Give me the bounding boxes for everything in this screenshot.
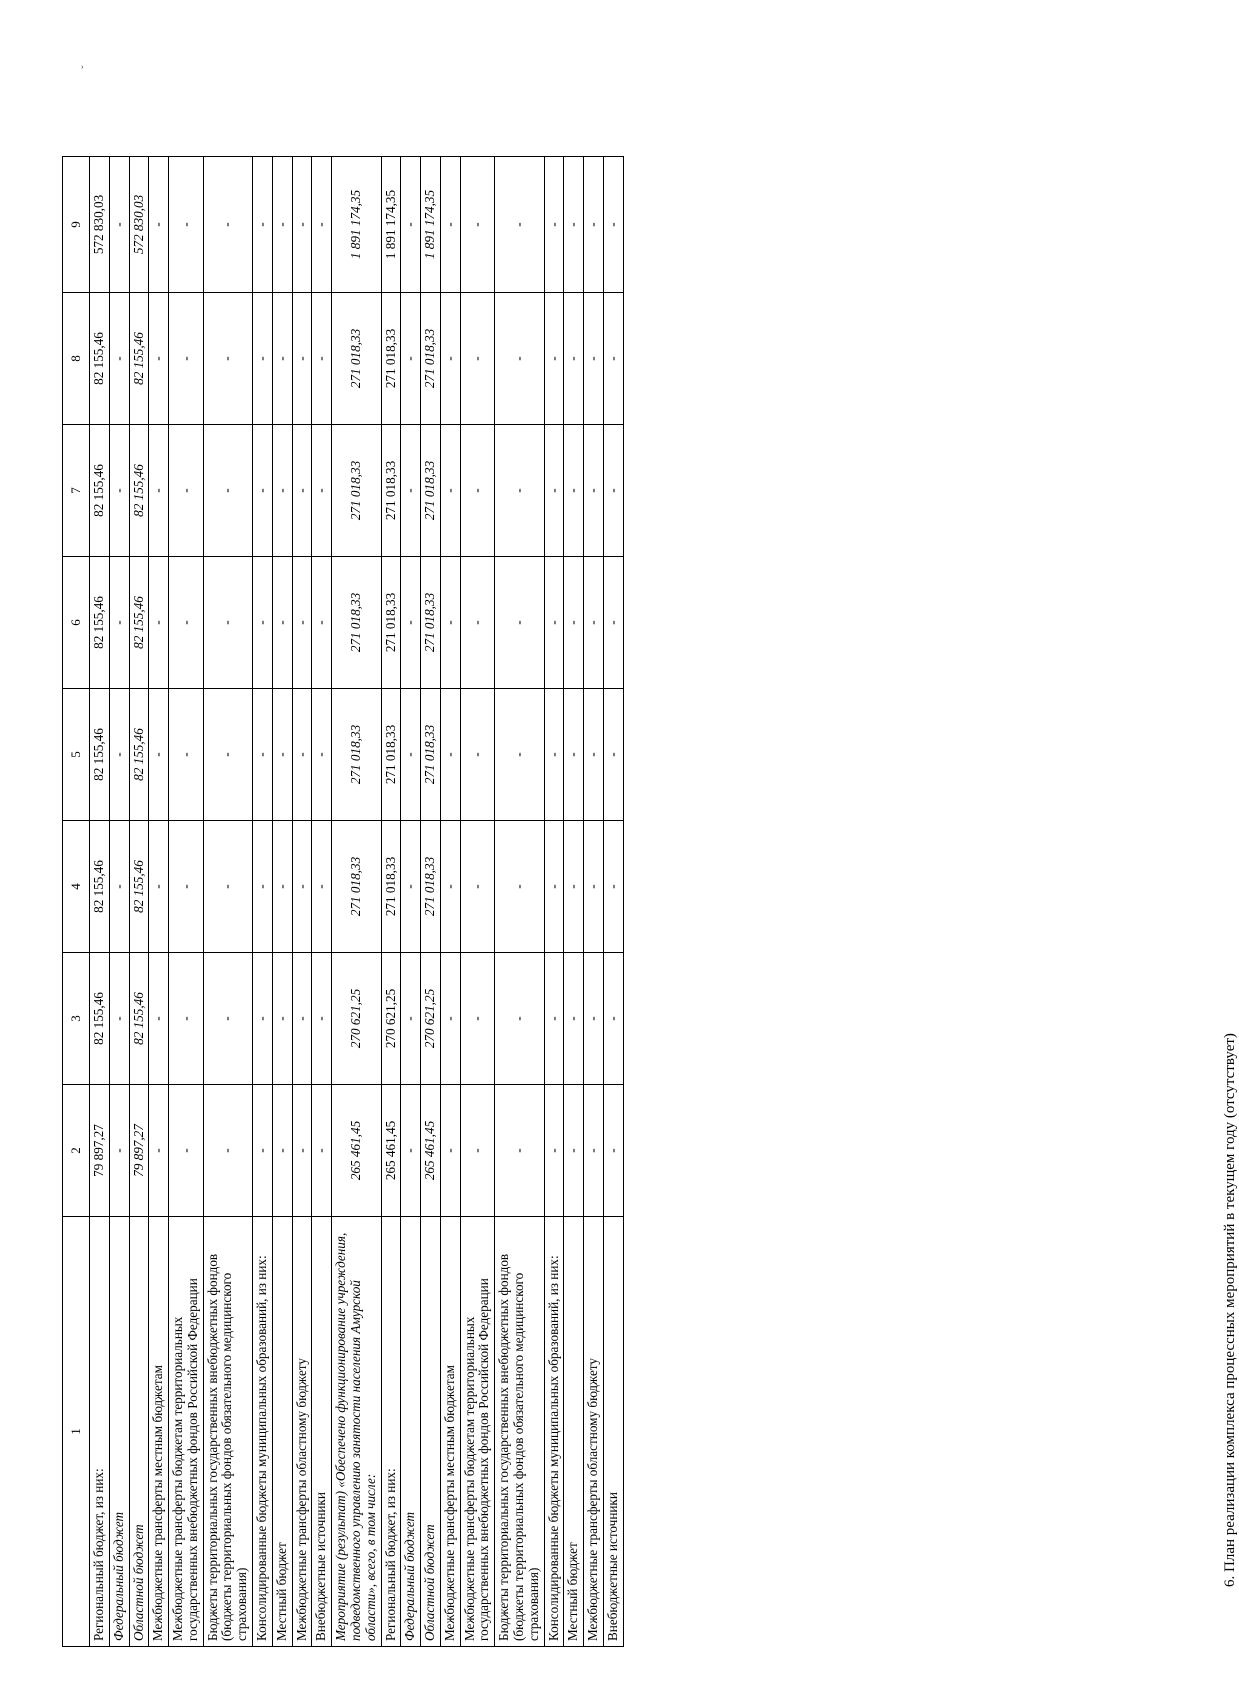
col-header-1: 1 xyxy=(63,1217,90,1647)
row-value: 82 155,46 xyxy=(129,821,149,953)
row-label: Консолидированные бюджеты муниципальных образований, из них: xyxy=(544,1217,564,1647)
row-value: - xyxy=(272,157,292,293)
table-header-row xyxy=(63,157,90,1647)
row-value: - xyxy=(440,689,460,821)
row-value: 271 018,33 xyxy=(421,689,441,821)
row-value: - xyxy=(272,689,292,821)
row-value: 265 461,45 xyxy=(332,1085,381,1217)
row-value: - xyxy=(440,157,460,293)
row-value: - xyxy=(495,689,544,821)
col-header-5: 5 xyxy=(63,689,90,821)
row-value: - xyxy=(584,157,604,293)
row-value: - xyxy=(149,157,169,293)
row-value: 271 018,33 xyxy=(421,557,441,689)
row-value: - xyxy=(109,689,129,821)
row-value: 82 155,46 xyxy=(129,425,149,557)
row-label: Межбюджетные трансферты местным бюджетам xyxy=(440,1217,460,1647)
col-header-9: 9 xyxy=(63,157,90,293)
table-row xyxy=(460,157,495,1647)
row-value: - xyxy=(109,557,129,689)
row-value: - xyxy=(169,157,204,293)
row-value: - xyxy=(401,557,421,689)
row-value: - xyxy=(495,425,544,557)
row-value: - xyxy=(603,425,623,557)
row-value: - xyxy=(564,157,584,293)
row-label: Межбюджетные трансферты бюджетам территориальных государственных внебюджетных фондов Российской Федерации xyxy=(169,1217,204,1647)
row-value: - xyxy=(460,425,495,557)
row-value: - xyxy=(272,557,292,689)
row-value: - xyxy=(584,953,604,1085)
row-value: - xyxy=(203,953,252,1085)
row-value: - xyxy=(564,557,584,689)
row-value: - xyxy=(440,821,460,953)
row-value: 270 621,25 xyxy=(421,953,441,1085)
row-value: 271 018,33 xyxy=(421,293,441,425)
row-value: - xyxy=(401,821,421,953)
row-value: - xyxy=(603,689,623,821)
row-value: - xyxy=(603,557,623,689)
row-value: 1 891 174,35 xyxy=(381,157,401,293)
row-value: - xyxy=(544,821,564,953)
col-header-8: 8 xyxy=(63,293,90,425)
row-value: - xyxy=(544,953,564,1085)
table-row xyxy=(312,157,332,1647)
row-value: 271 018,33 xyxy=(421,425,441,557)
row-value: - xyxy=(149,689,169,821)
row-value: 82 155,46 xyxy=(90,821,110,953)
row-label: Консолидированные бюджеты муниципальных образований, из них: xyxy=(253,1217,273,1647)
row-value: - xyxy=(564,425,584,557)
row-value: - xyxy=(312,953,332,1085)
row-value: - xyxy=(440,1085,460,1217)
row-value: - xyxy=(603,293,623,425)
row-value: - xyxy=(272,953,292,1085)
table-row xyxy=(109,157,129,1647)
row-value: - xyxy=(169,689,204,821)
row-value: - xyxy=(169,953,204,1085)
col-header-4: 4 xyxy=(63,821,90,953)
row-value: - xyxy=(272,293,292,425)
row-value: - xyxy=(564,689,584,821)
row-value: - xyxy=(253,821,273,953)
row-value: - xyxy=(312,557,332,689)
row-value: - xyxy=(460,557,495,689)
row-value: 271 018,33 xyxy=(381,425,401,557)
row-value: - xyxy=(544,689,564,821)
table-row xyxy=(203,157,252,1647)
row-value: - xyxy=(401,157,421,293)
table-row xyxy=(272,157,292,1647)
row-value: - xyxy=(272,821,292,953)
table-row xyxy=(292,157,312,1647)
row-value: 271 018,33 xyxy=(381,689,401,821)
row-value: - xyxy=(495,953,544,1085)
row-value: - xyxy=(460,1085,495,1217)
row-label: Местный бюджет xyxy=(272,1217,292,1647)
row-value: - xyxy=(109,821,129,953)
row-label: Межбюджетные трансферты бюджетам территориальных государственных внебюджетных фондов Российской Федерации xyxy=(460,1217,495,1647)
col-header-6: 6 xyxy=(63,557,90,689)
row-value: - xyxy=(564,293,584,425)
row-value: 572 830,03 xyxy=(90,157,110,293)
table-row xyxy=(495,157,544,1647)
row-value: 1 891 174,35 xyxy=(332,157,381,293)
row-value: - xyxy=(401,689,421,821)
row-value: - xyxy=(584,557,604,689)
row-value: 271 018,33 xyxy=(381,293,401,425)
row-value: - xyxy=(440,953,460,1085)
table-row xyxy=(440,157,460,1647)
table-sheet xyxy=(62,57,1238,1647)
row-value: 82 155,46 xyxy=(90,953,110,1085)
row-value: 271 018,33 xyxy=(381,821,401,953)
row-value: - xyxy=(584,689,604,821)
row-value: - xyxy=(149,425,169,557)
row-value: - xyxy=(584,1085,604,1217)
row-label: Региональный бюджет, из них: xyxy=(90,1217,110,1647)
table-row xyxy=(149,157,169,1647)
row-value: - xyxy=(253,157,273,293)
row-value: 271 018,33 xyxy=(421,821,441,953)
row-value: 82 155,46 xyxy=(129,293,149,425)
row-label: Внебюджетные источники xyxy=(312,1217,332,1647)
row-value: - xyxy=(253,293,273,425)
table-row xyxy=(381,157,401,1647)
row-value: - xyxy=(401,293,421,425)
row-value: - xyxy=(495,293,544,425)
row-value: 572 830,03 xyxy=(129,157,149,293)
table-row xyxy=(544,157,564,1647)
row-value: - xyxy=(544,157,564,293)
row-value: 82 155,46 xyxy=(90,293,110,425)
row-value: - xyxy=(292,953,312,1085)
row-value: - xyxy=(203,689,252,821)
row-value: - xyxy=(292,293,312,425)
row-value: - xyxy=(272,425,292,557)
row-value: - xyxy=(440,293,460,425)
row-value: - xyxy=(203,557,252,689)
row-value: 271 018,33 xyxy=(332,557,381,689)
row-value: 271 018,33 xyxy=(332,689,381,821)
row-value: 271 018,33 xyxy=(332,293,381,425)
row-value: - xyxy=(149,293,169,425)
table-row xyxy=(584,157,604,1647)
row-value: - xyxy=(603,821,623,953)
row-value: 270 621,25 xyxy=(381,953,401,1085)
row-value: - xyxy=(203,821,252,953)
row-value: - xyxy=(109,1085,129,1217)
row-label: Федеральный бюджет xyxy=(109,1217,129,1647)
row-value: - xyxy=(312,1085,332,1217)
row-label: Областной бюджет xyxy=(129,1217,149,1647)
row-value: - xyxy=(312,821,332,953)
table-row xyxy=(129,157,149,1647)
row-value: - xyxy=(544,557,564,689)
row-value: 82 155,46 xyxy=(90,425,110,557)
row-value: - xyxy=(169,1085,204,1217)
table-row xyxy=(332,157,381,1647)
row-value: - xyxy=(460,689,495,821)
row-value: - xyxy=(203,425,252,557)
col-header-7: 7 xyxy=(63,425,90,557)
row-value: - xyxy=(312,689,332,821)
row-value: - xyxy=(253,689,273,821)
row-value: - xyxy=(312,293,332,425)
row-value: - xyxy=(603,157,623,293)
row-value: - xyxy=(169,557,204,689)
row-value: 271 018,33 xyxy=(381,557,401,689)
row-label: Бюджеты территориальных государственных внебюджетных фондов (бюджеты территориальных фондов обязательного медицинского страхования) xyxy=(203,1217,252,1647)
row-value: - xyxy=(564,1085,584,1217)
row-value: 265 461,45 xyxy=(381,1085,401,1217)
row-value: - xyxy=(203,293,252,425)
row-label: Областной бюджет xyxy=(421,1217,441,1647)
row-value: - xyxy=(495,557,544,689)
table-row xyxy=(401,157,421,1647)
row-value: - xyxy=(544,1085,564,1217)
row-value: - xyxy=(312,425,332,557)
row-label: Бюджеты территориальных государственных внебюджетных фондов (бюджеты территориальных фондов обязательного медицинского страхования) xyxy=(495,1217,544,1647)
row-value: 1 891 174,35 xyxy=(421,157,441,293)
row-value: - xyxy=(109,953,129,1085)
row-value: 82 155,46 xyxy=(129,557,149,689)
row-value: - xyxy=(460,953,495,1085)
row-value: - xyxy=(564,821,584,953)
row-value: - xyxy=(495,1085,544,1217)
row-value: - xyxy=(603,1085,623,1217)
row-value: - xyxy=(460,821,495,953)
corner-mark: ˇ xyxy=(80,65,92,69)
row-value: - xyxy=(169,293,204,425)
row-value: - xyxy=(253,953,273,1085)
row-value: - xyxy=(440,425,460,557)
row-value: - xyxy=(460,157,495,293)
row-value: 79 897,27 xyxy=(90,1085,110,1217)
table-row xyxy=(253,157,273,1647)
row-value: - xyxy=(584,293,604,425)
row-value: - xyxy=(253,1085,273,1217)
row-value: - xyxy=(253,425,273,557)
row-label: Межбюджетные трансферты областному бюджету xyxy=(584,1217,604,1647)
row-value: 82 155,46 xyxy=(90,689,110,821)
row-value: - xyxy=(169,821,204,953)
row-label: Межбюджетные трансферты областному бюджету xyxy=(292,1217,312,1647)
row-value: 271 018,33 xyxy=(332,425,381,557)
row-value: - xyxy=(544,293,564,425)
row-value: 265 461,45 xyxy=(421,1085,441,1217)
row-value: - xyxy=(584,425,604,557)
row-value: - xyxy=(292,821,312,953)
table-row xyxy=(564,157,584,1647)
row-value: - xyxy=(169,425,204,557)
row-value: 270 621,25 xyxy=(332,953,381,1085)
table-row xyxy=(169,157,204,1647)
row-value: - xyxy=(149,953,169,1085)
row-label: Мероприятие (результат) «Обеспечено функционирование учреждения, подведомственного управлению занятости населения Амурской области», всего, в том числе: xyxy=(332,1217,381,1647)
row-value: - xyxy=(149,1085,169,1217)
row-value: 82 155,46 xyxy=(90,557,110,689)
row-value: - xyxy=(109,293,129,425)
row-value: - xyxy=(584,821,604,953)
row-value: - xyxy=(312,157,332,293)
col-header-3: 3 xyxy=(63,953,90,1085)
row-value: - xyxy=(292,689,312,821)
row-value: - xyxy=(495,821,544,953)
row-value: - xyxy=(292,1085,312,1217)
row-value: - xyxy=(603,953,623,1085)
table-body xyxy=(90,157,624,1647)
row-value: - xyxy=(564,953,584,1085)
row-label: Межбюджетные трансферты местным бюджетам xyxy=(149,1217,169,1647)
row-value: - xyxy=(109,157,129,293)
row-value: - xyxy=(440,557,460,689)
row-value: - xyxy=(495,157,544,293)
row-value: 271 018,33 xyxy=(332,821,381,953)
row-value: 82 155,46 xyxy=(129,689,149,821)
budget-table xyxy=(62,156,624,1647)
row-label: Федеральный бюджет xyxy=(401,1217,421,1647)
row-value: - xyxy=(292,557,312,689)
row-label: Местный бюджет xyxy=(564,1217,584,1647)
col-header-2: 2 xyxy=(63,1085,90,1217)
row-value: - xyxy=(149,557,169,689)
row-value: - xyxy=(292,425,312,557)
row-value: - xyxy=(401,1085,421,1217)
table-row xyxy=(603,157,623,1647)
row-value: - xyxy=(203,157,252,293)
row-value: - xyxy=(253,557,273,689)
row-value: 79 897,27 xyxy=(129,1085,149,1217)
table-row xyxy=(421,157,441,1647)
row-value: - xyxy=(149,821,169,953)
row-value: - xyxy=(272,1085,292,1217)
row-value: - xyxy=(544,425,564,557)
footnote-text: 6. План реализации комплекса процессных мероприятий в текущем году (отсутствует) xyxy=(1222,1033,1238,1587)
row-value: - xyxy=(401,953,421,1085)
row-value: - xyxy=(292,157,312,293)
row-label: Внебюджетные источники xyxy=(603,1217,623,1647)
row-value: - xyxy=(203,1085,252,1217)
row-value: 82 155,46 xyxy=(129,953,149,1085)
row-value: - xyxy=(401,425,421,557)
row-value: - xyxy=(109,425,129,557)
row-value: - xyxy=(460,293,495,425)
table-row xyxy=(90,157,110,1647)
row-label: Региональный бюджет, из них: xyxy=(381,1217,401,1647)
